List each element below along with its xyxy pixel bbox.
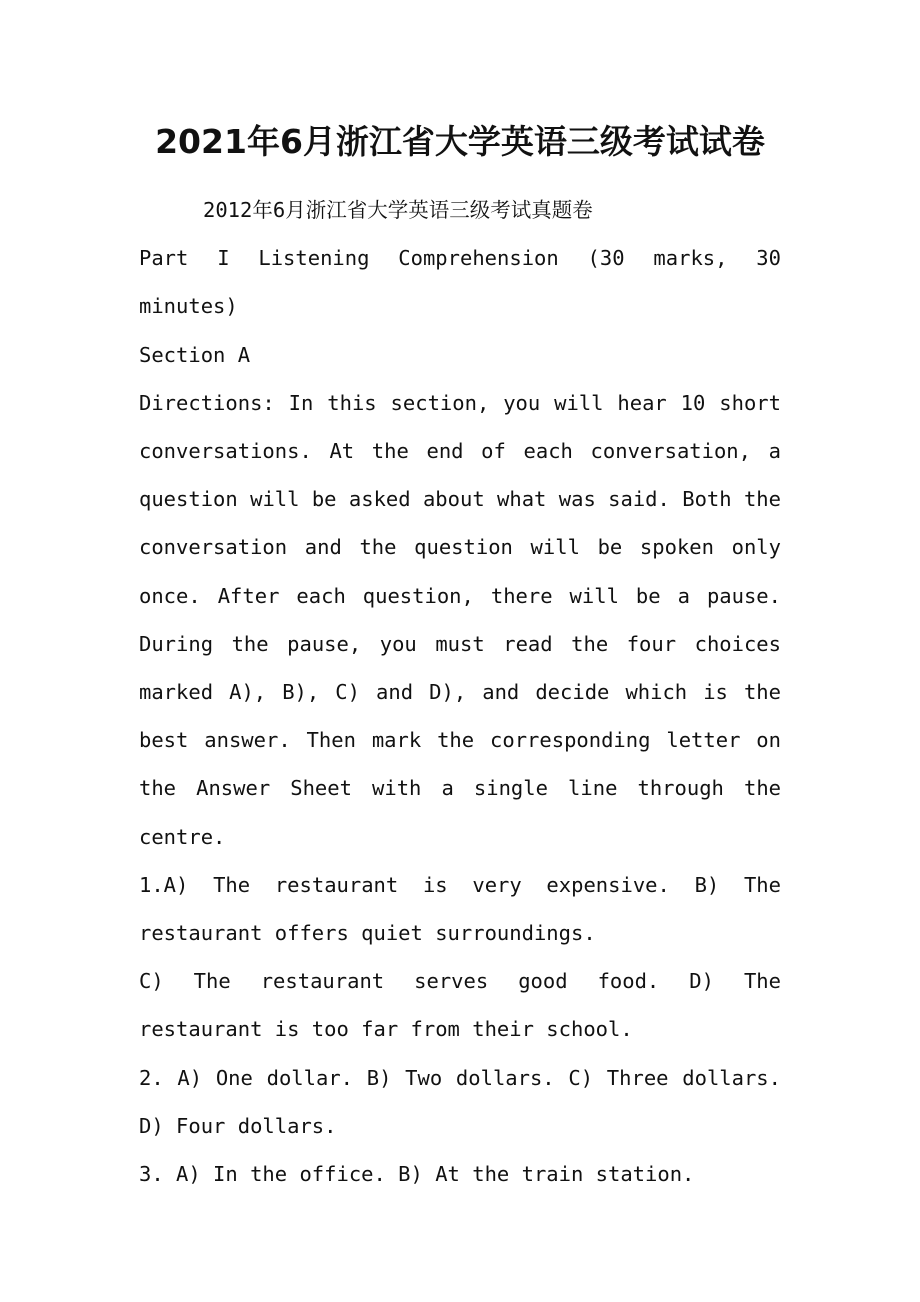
part-heading: Part I Listening Comprehension (30 marks, 30 minutes) xyxy=(139,246,781,319)
document-body xyxy=(139,186,781,1198)
document-subtitle: 2012年6月浙江省大学英语三级考试真题卷 xyxy=(203,198,593,222)
question-line-1: 1.A) The restaurant is very expensive. B) The restaurant offers quiet surroundings. xyxy=(139,872,781,946)
question-line-2: C) The restaurant serves good food. D) The restaurant is too far from their school. xyxy=(139,969,781,1042)
page-title: 2021年6月浙江省大学英语三级考试试卷 xyxy=(155,122,765,161)
section-heading: Section A xyxy=(139,342,251,367)
directions-paragraph: Directions: In this section, you will hear 10 short conversations. At the end of each conversation, a question will be asked about what was said. Both the conversation and the question will be spoken only once. After each question, there will be a pause. During the pause, you must read the four choices marked A), B), C) and D), and decide which is the best answer. Then mark the corresponding letter on the Answer Sheet with a single line through the centre. xyxy=(139,390,781,849)
question-line-3: 2. A) One dollar. B) Two dollars. C) Three dollars. D) Four dollars. xyxy=(139,1065,781,1138)
question-line-4: 3. A) In the office. B) At the train station. xyxy=(139,1162,695,1187)
